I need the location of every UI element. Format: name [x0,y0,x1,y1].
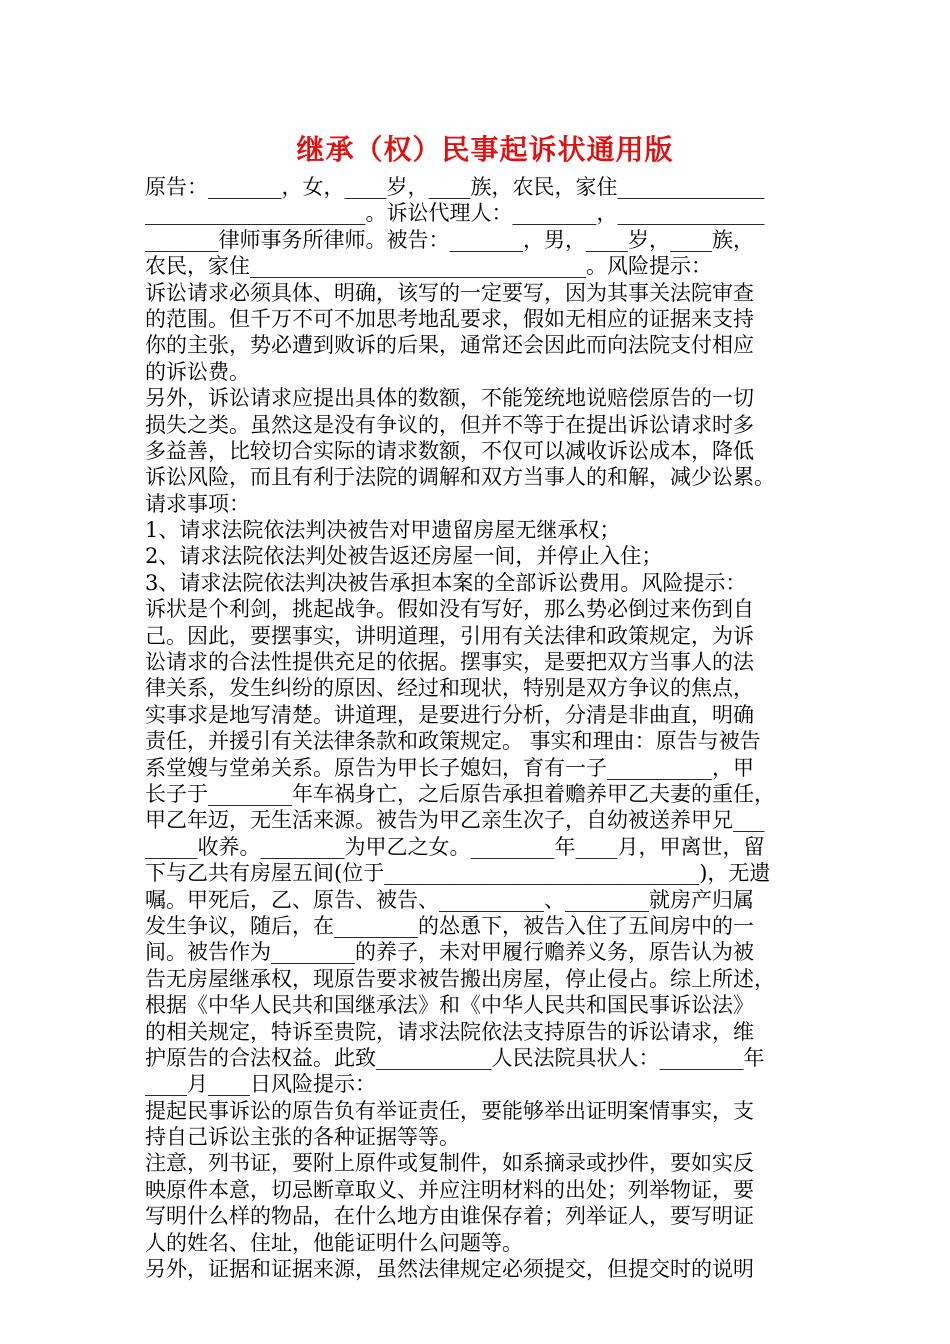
body-line: 人的姓名、住址，他能证明什么问题等。 [145,1230,523,1255]
body-line: 另外，证据和证据来源，虽然法律规定必须提交，但提交时的说明 [145,1257,754,1282]
body-line: 系堂嫂与堂弟关系。原告为甲长子媳妇，育有一子__________，甲 [145,755,754,780]
body-line: 的相关规定，特诉至贵院，请求法院依法支持原告的诉讼请求，维 [145,1019,754,1044]
body-line: 实事求是地写清楚。讲道理，是要进行分析，分清是非曲直，明确 [145,702,754,727]
document-body [145,174,825,1282]
document-title: 继承（权）民事起诉状通用版 [296,133,674,166]
request-item-1: 1、请求法院依法判决被告对甲遗留房屋无继承权； [145,518,621,543]
body-line: 映原件本意，切忌断章取义、并应注明材料的出处；列举物证，要 [145,1177,754,1202]
body-line: 多益善，比较切合实际的请求数额，不仅可以减收诉讼成本，降低 [145,438,754,463]
body-line: 诉状是个利剑，挑起战争。假如没有写好，那么势必倒过来伤到自 [145,597,754,622]
body-line: 护原告的合法权益。此致___________人民法院具状人：________年 [145,1045,765,1070]
body-line: 的范围。但千万不可不加思考地乱要求，假如无相应的证据来支持 [145,306,754,331]
request-item-2: 2、请求法院依法判处被告返还房屋一间，并停止入住； [145,544,663,569]
body-line: 发生争议，随后，在________的怂恿下，被告入住了五间房中的一 [145,913,754,938]
body-line: 另外，诉讼请求应提出具体的数额，不能笼统地说赔偿原告的一切 [145,386,754,411]
body-line: 原告：_______，女，____岁，____族，农民，家住______________ [145,175,765,199]
body-line: 己。因此，要摆事实，讲明道理，引用有关法律和政策规定，为诉 [145,623,754,648]
body-line: 持自己诉讼主张的各种证据等等。 [145,1125,460,1150]
body-line: 律关系，发生纠纷的原因、经过和现状，特别是双方争议的焦点， [145,676,754,701]
body-line: 诉讼风险，而且有利于法院的调解和双方当事人的和解，减少讼累。 [145,465,775,490]
body-line: 诉讼请求必须具体、明确，该写的一定要写，因为其事关法院审查 [145,280,754,305]
body-line: 注意，列书证，要附上原件或复制件，如系摘录或抄件，要如实反 [145,1151,754,1176]
body-line: 间。被告作为________的养子，未对甲履行赡养义务，原告认为被 [145,940,754,965]
request-heading: 请求事项： [145,491,250,516]
body-line: 损失之类。虽然这是没有争议的，但并不等于在提出诉讼请求时多 [145,412,754,437]
body-line: _______律师事务所律师。被告：_______，男，____岁，____族， [145,227,754,252]
body-line: 提起民事诉讼的原告负有举证责任，要能够举出证明案情事实，支 [145,1098,754,1123]
body-line: 根据《中华人民共和国继承法》和《中华人民共和国民事诉讼法》 [145,993,754,1018]
body-line: 长子于________年车祸身亡，之后原告承担着赡养甲乙夫妻的重任， [145,781,775,806]
body-line: _____________________。诉讼代理人：________，______________ [145,201,765,226]
body-line: 讼请求的合法性提供充足的依据。摆事实，是要把双方当事人的法 [145,650,754,675]
body-line: 责任，并援引有关法律条款和政策规定。 事实和理由：原告与被告 [145,729,761,754]
body-line: 甲乙年迈，无生活来源。被告为甲乙亲生次子，自幼被送养甲兄___ [145,808,765,833]
body-line: 你的主张，势必遭到败诉的后果，通常还会因此而向法院支付相应 [145,333,754,358]
body-line: 嘱。甲死后，乙、原告、被告、__________、________就房产归属 [145,887,754,912]
request-item-3: 3、请求法院依法判决被告承担本案的全部诉讼费用。风险提示： [145,570,747,595]
body-line: 写明什么样的物品，在什么地方由谁保存着；列举证人，要写明证 [145,1204,754,1229]
body-line: 下与乙共有房屋五间(位于______________________________)，无遗 [145,861,771,886]
document-page [145,128,825,1282]
body-line: 告无房屋继承权，现原告要求被告搬出房屋，停止侵占。综上所述， [145,966,775,991]
body-line: 的诉讼费。 [145,359,250,384]
body-line: ____月____日风险提示： [145,1072,376,1097]
body-line: _____收养。________为甲乙之女。________年____月，甲离世，留 [145,834,765,859]
body-line: 农民，家住________________________________。风险提示： [145,254,712,279]
